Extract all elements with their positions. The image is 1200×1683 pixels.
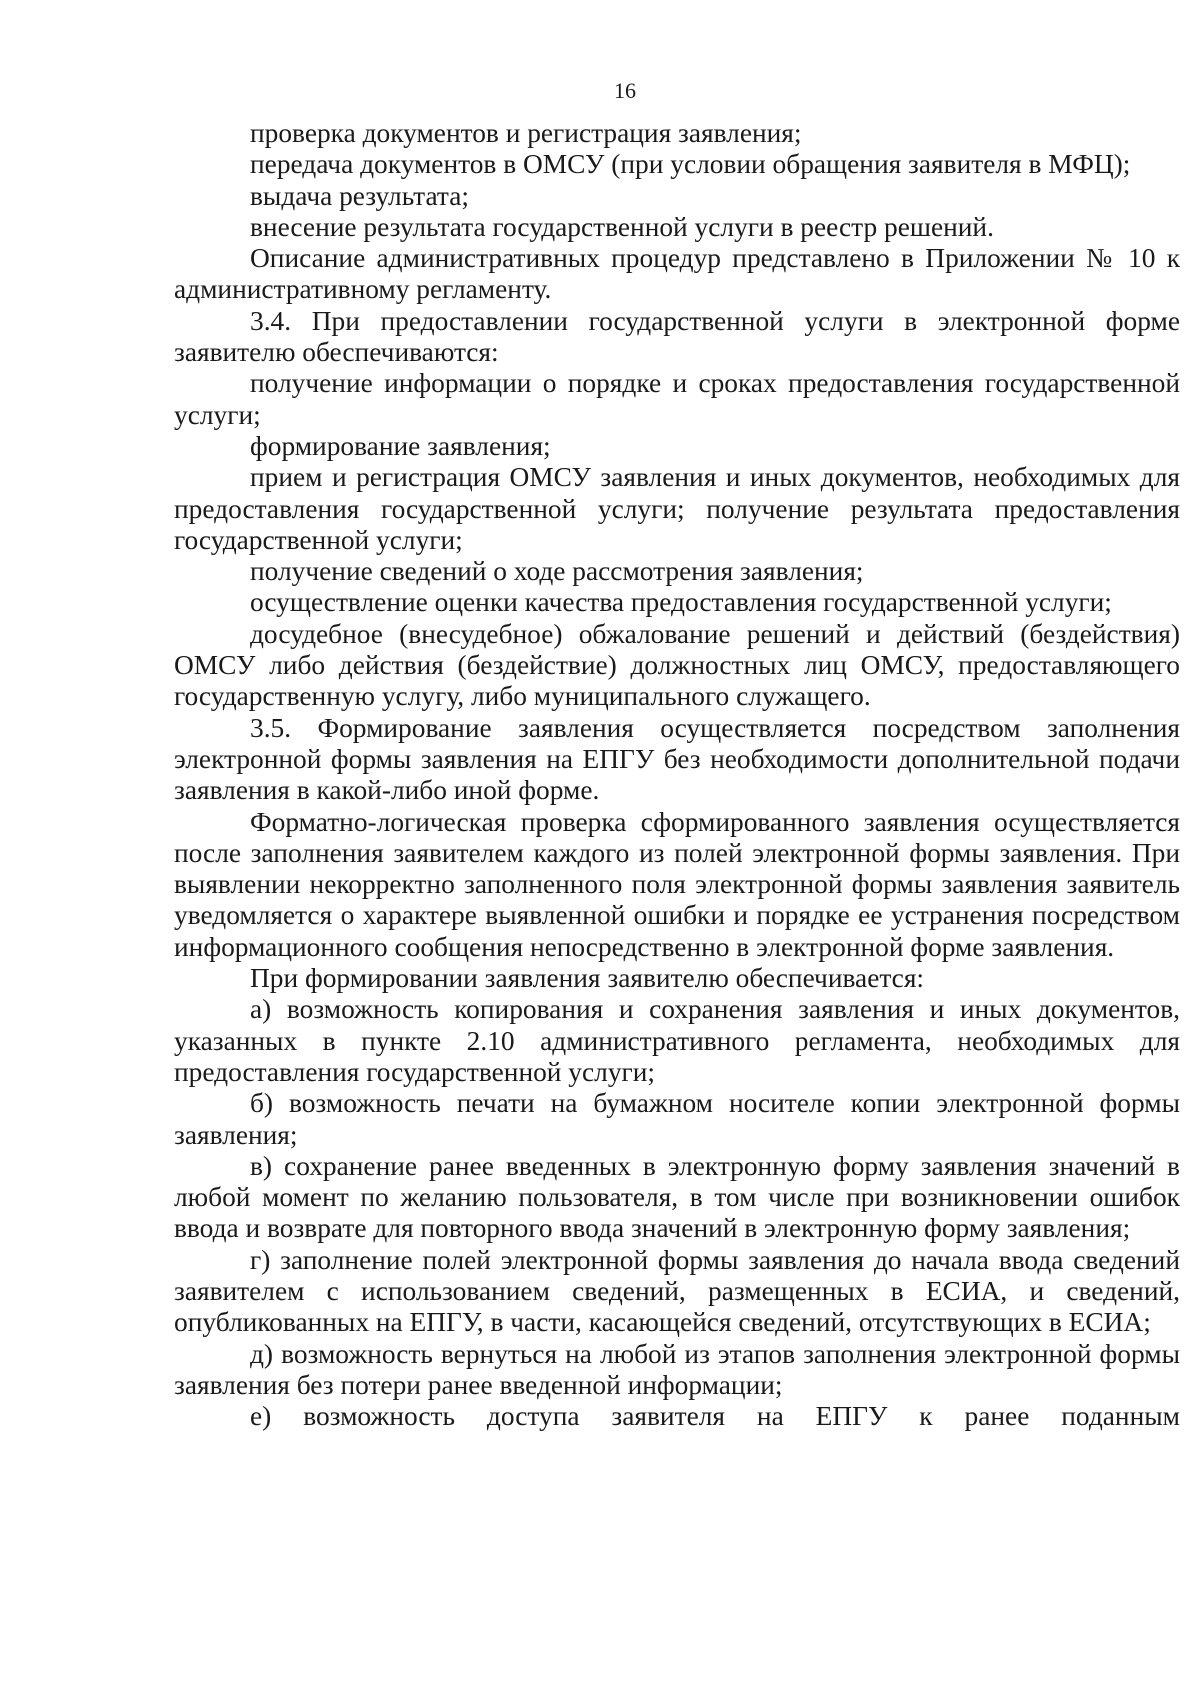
paragraph: в) сохранение ранее введенных в электронную форму заявления значений в любой момент по желанию пользователя, в том числе при возникновении ошибок ввода и возврате для повторного ввода значений в электронную форму заявления; xyxy=(174,1150,1180,1244)
paragraph: выдача результата; xyxy=(250,180,469,211)
paragraph: передача документов в ОМСУ (при условии обращения заявителя в МФЦ); xyxy=(250,149,1131,180)
paragraph: б) возможность печати на бумажном носителе копии электронной формы заявления; xyxy=(174,1088,1180,1150)
paragraph: внесение результата государственной услуги в реестр решений. xyxy=(250,211,994,242)
paragraph: г) заполнение полей электронной формы заявления до начала ввода сведений заявителем с использованием сведений, размещенных в ЕСИА, и сведений, опубликованных на ЕПГУ, в части, касающейся сведений, отсутствующих в ЕСИА; xyxy=(174,1244,1180,1338)
paragraph: получение информации о порядке и сроках предоставления государственной услуги; xyxy=(174,368,1180,430)
page-number: 16 xyxy=(614,78,636,103)
paragraph: 3.5. Формирование заявления осуществляется посредством заполнения электронной формы заявления на ЕПГУ без необходимости дополнительной подачи заявления в какой-либо иной форме. xyxy=(174,712,1180,806)
paragraph: Форматно-логическая проверка сформированного заявления осуществляется после заполнения заявителем каждого из полей электронной формы заявления. При выявлении некорректно заполненного поля электронной формы заявления заявитель уведомляется о характере выявленной ошибки и порядке ее устранения посредством информационного сообщения непосредственно в электронной форме заявления. xyxy=(174,806,1180,962)
paragraph: формирование заявления; xyxy=(250,430,551,461)
document-body xyxy=(174,118,1180,1432)
paragraph: а) возможность копирования и сохранения заявления и иных документов, указанных в пункте 2.10 административного регламента, необходимых для предоставления государственной услуги; xyxy=(174,994,1180,1087)
paragraph: 3.4. При предоставлении государственной услуги в электронной форме заявителю обеспечиваются: xyxy=(174,305,1180,368)
paragraph: проверка документов и регистрация заявления; xyxy=(250,118,802,148)
paragraph: осуществление оценки качества предоставления государственной услуги; xyxy=(250,587,1112,618)
paragraph: Описание административных процедур представлено в Приложении № 10 к административному регламенту. xyxy=(174,243,1180,305)
paragraph: прием и регистрация ОМСУ заявления и иных документов, необходимых для предоставления государственной услуги; получение результата предоставления государственной услуги; xyxy=(174,462,1180,555)
paragraph: При формировании заявления заявителю обеспечивается: xyxy=(250,963,925,994)
paragraph: д) возможность вернуться на любой из этапов заполнения электронной формы заявления без потери ранее введенной информации; xyxy=(174,1338,1180,1400)
paragraph: получение сведений о ходе рассмотрения заявления; xyxy=(250,556,864,587)
paragraph: е) возможность доступа заявителя на ЕПГУ к ранее поданным xyxy=(250,1401,1180,1432)
paragraph: досудебное (внесудебное) обжалование решений и действий (бездействия) ОМСУ либо действия (бездействие) должностных лиц ОМСУ, предоставляющего государственную услугу, либо муниципального служащего. xyxy=(174,618,1180,712)
